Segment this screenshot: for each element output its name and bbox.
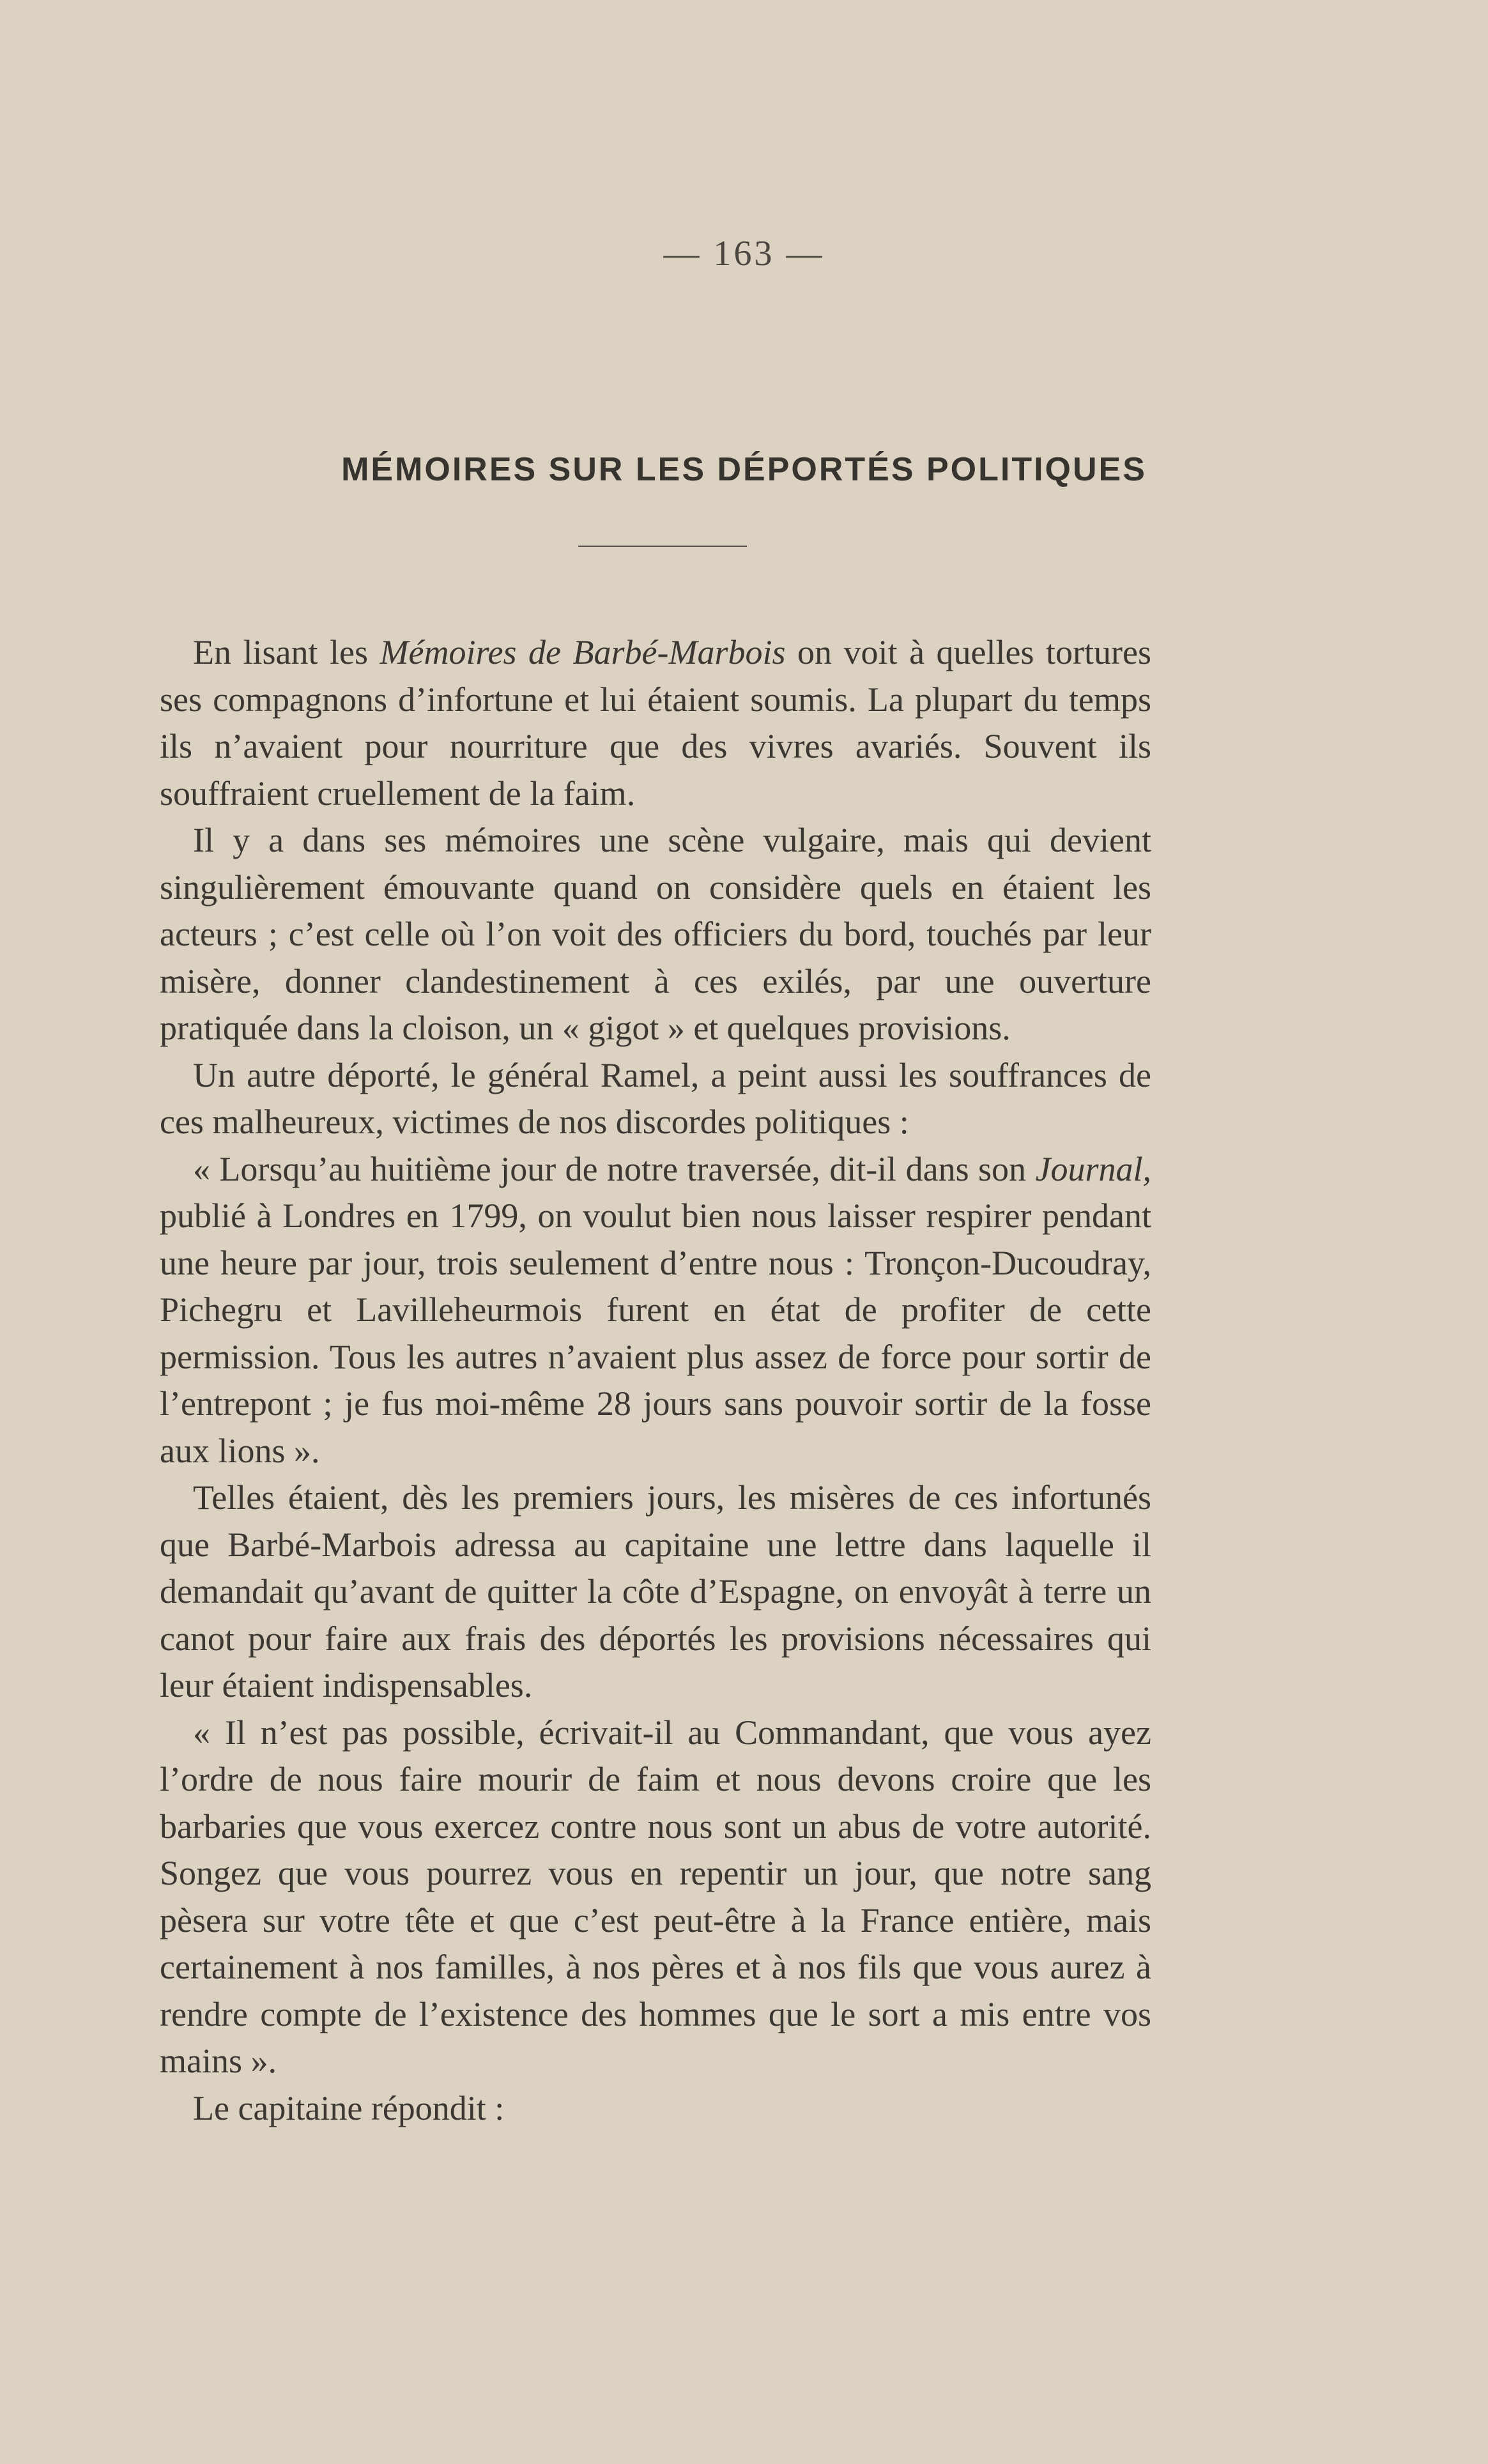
paragraph-1 (160, 629, 1151, 817)
paragraph-6: « Il n’est pas possible, écrivait-il au Commandant, que vous ayez l’ordre de nous faire mourir de faim et nous devons croire que les barbaries que vous exercez contre nous sont un abus de votre autorité. Songez que vous pourrez vous en repentir un jour, que notre sang pèsera sur votre tête et que c’est peut-être à la France entière, mais certainement à nos familles, à nos pères et à nos fils que vous aurez à rendre compte de l’existence des hommes que le sort a mis entre vos mains ». (160, 1713, 1151, 2080)
paragraph-4 (160, 1146, 1151, 1475)
paragraph-4-after: publié à Londres en 1799, on voulut bien nous laisser respirer pendant une heure par jour, trois seulement d’entre nous : Tronçon-Ducoudray, Pichegru et Lavilleheurmois furent en état de profiter de cette permission. Tous les autres n’avaient plus assez de force pour sortir de l’entrepont ; je fus moi-même 28 jours sans pouvoir sortir de la fosse aux lions ». (160, 1197, 1151, 1470)
paragraph-3: Un autre déporté, le général Ramel, a peint aussi les souffrances de ces malheureux, victimes de nos discordes politiques : (160, 1055, 1151, 1141)
body-text (160, 629, 1151, 2132)
paragraph-1-before: En lisant les (193, 633, 380, 671)
paragraph-1-after: on voit à quelles tortures ses compagnons d’infortune et lui étaient soumis. La plupart du temps ils n’avaient pour nourriture que des vivres avariés. Souvent ils souffraient cruellement de la faim. (160, 633, 1151, 813)
paragraph-1-italic: Mémoires de Barbé-Marbois (380, 633, 786, 671)
paragraph-4-italic: Journal, (1035, 1149, 1151, 1188)
title-divider (578, 546, 747, 547)
paragraph-5: Telles étaient, dès les premiers jours, les misères de ces infortunés que Barbé-Marbois adressa au capitaine une lettre dans laquelle il demandait qu’avant de quitter la côte d’Espagne, on envoyât à terre un canot pour faire aux frais des déportés les provisions nécessaires qui leur étaient indispensables. (160, 1478, 1151, 1704)
paragraph-2: Il y a dans ses mémoires une scène vulgaire, mais qui devient singulièrement émouvante quand on considère quels en étaient les acteurs ; c’est celle où l’on voit des officiers du bord, touchés par leur misère, donner clandestinement à ces exilés, par une ouverture pratiquée dans la cloison, un « gigot » et quelques provisions. (160, 821, 1151, 1047)
paragraph-4-before: « Lorsqu’au huitième jour de notre traversée, dit-il dans son (193, 1149, 1036, 1188)
chapter-title: MÉMOIRES SUR LES DÉPORTÉS POLITIQUES (341, 451, 1147, 488)
paragraph-7: Le capitaine répondit : (193, 2088, 505, 2127)
page-number: — 163 — (663, 234, 825, 273)
